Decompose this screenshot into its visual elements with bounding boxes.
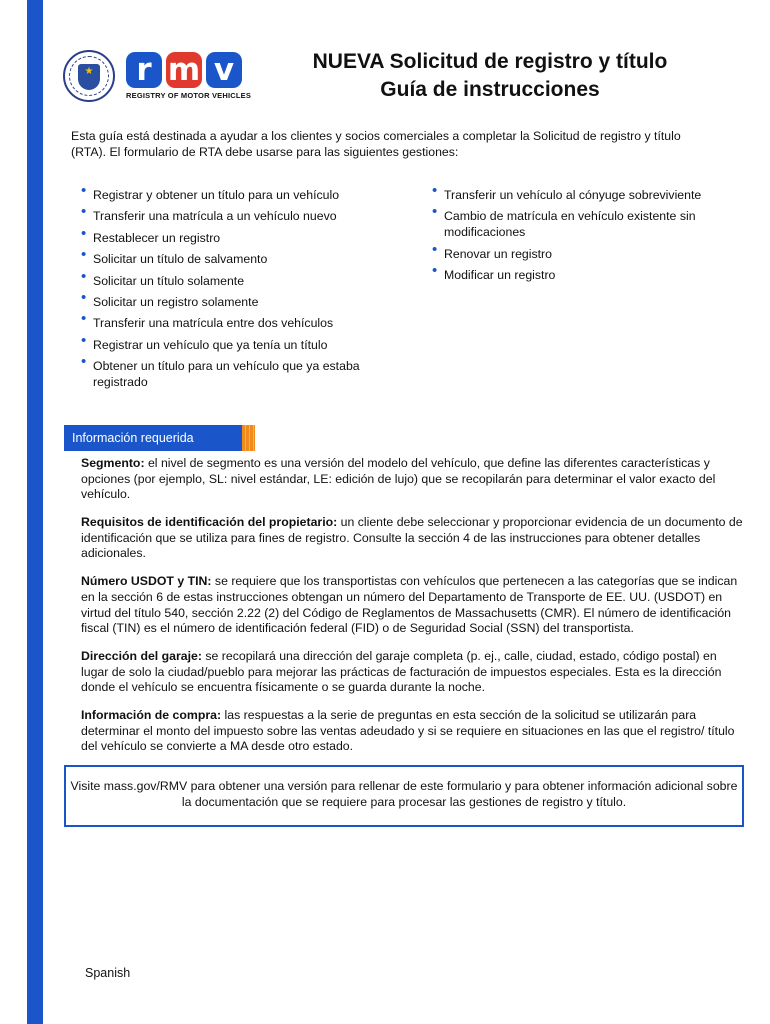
info-text: un cliente debe seleccionar y proporcionar evidencia de un documento de identificación que se utiliza para fines de registro. Consulte la sección 4 de las instrucciones para obtener detalles adicionales. xyxy=(81,515,743,561)
list-item xyxy=(81,353,381,390)
list-item xyxy=(81,288,381,310)
info-text: el nivel de segmento es una versión del modelo del vehículo, que define las diferentes características y opciones (por ejemplo, SL: nivel estándar, LE: edición de lujo) que se recopilarán para determinar el valor exacto del vehículo. xyxy=(81,456,716,502)
info-paragraph-identificacion xyxy=(81,515,747,562)
info-label: Dirección del garaje: xyxy=(81,649,202,664)
gestiones-list-left xyxy=(81,182,381,396)
list-item-text: Obtener un título para un vehículo que ya estaba registrado xyxy=(93,359,360,390)
list-item xyxy=(432,240,722,262)
info-label: Información de compra: xyxy=(81,708,222,723)
bullet-icon: • xyxy=(432,262,438,280)
list-item xyxy=(432,262,722,283)
list-item-text: Transferir una matrícula a un vehículo nuevo xyxy=(93,209,337,224)
list-item xyxy=(81,203,381,224)
rmv-logo-letter-v: v xyxy=(206,52,242,88)
list-item-text: Transferir un vehículo al cónyuge sobreviviente xyxy=(444,188,702,202)
left-accent-bar xyxy=(27,0,43,1024)
bullet-icon: • xyxy=(81,331,87,349)
bullet-icon: • xyxy=(432,203,438,221)
page-title-line-2: Guía de instrucciones xyxy=(380,78,600,101)
list-item-text: Cambio de matrícula en vehículo existente sin modificaciones xyxy=(444,209,696,240)
list-item xyxy=(81,246,381,267)
list-item-text: Renovar un registro xyxy=(444,246,552,261)
list-item xyxy=(81,310,381,331)
section-header-informacion-requerida: Información requerida xyxy=(64,425,242,451)
list-item xyxy=(432,203,722,240)
info-label: Número USDOT y TIN: xyxy=(81,574,212,589)
bullet-icon: • xyxy=(81,288,87,306)
footer-language-label: Spanish xyxy=(85,966,131,980)
rmv-logo xyxy=(126,52,251,100)
bullet-icon: • xyxy=(81,267,87,285)
rmv-logo-subtitle: REGISTRY OF MOTOR VEHICLES xyxy=(126,91,252,100)
list-item-text: Transferir una matrícula entre dos vehículos xyxy=(93,316,334,331)
list-item xyxy=(81,224,381,246)
bullet-icon: • xyxy=(81,353,87,371)
bullet-icon: • xyxy=(81,246,87,264)
info-paragraph-segmento xyxy=(81,456,747,503)
bullet-icon: • xyxy=(432,240,438,258)
list-item-text: Restablecer un registro xyxy=(93,230,221,245)
gestiones-list-right xyxy=(432,182,722,289)
info-paragraph-usdot-tin xyxy=(81,574,747,636)
bullet-icon: • xyxy=(81,203,87,221)
bullet-icon: • xyxy=(81,310,87,328)
list-item-text: Registrar un vehículo que ya tenía un título xyxy=(93,337,328,352)
info-text: las respuestas a la serie de preguntas en esta sección de la solicitud se utilizarán para determinar el monto del impuesto sobre las ventas adeudado y si se requiere en situaciones en las que el registro/ título del vehículo se convierte a MA desde otro estado. xyxy=(81,708,735,754)
section-header-accent xyxy=(242,425,255,451)
intro-paragraph: Esta guía está destinada a ayudar a los clientes y socios comerciales a completar la Solicitud de registro y título (RTA). El formulario de RTA debe usarse para las siguientes gestiones: xyxy=(71,129,681,159)
rmv-logo-letter-r: r xyxy=(126,52,162,88)
page-title-line-1: NUEVA Solicitud de registro y título xyxy=(312,50,668,73)
info-text: se requiere que los transportistas con vehículos que pertenecen a las categorías que se indican en la sección 6 de estas instrucciones obtengan un número del Departamento de Transporte de EE. UU. (USDOT) en virtud del título 540, sección 2.22 (2) del Código de Reglamentos de Massachusetts (CMR). El número de identificación fiscal (TIN) es el número de identificación federal (FID) o de Seguridad Social (SSN) del transportista. xyxy=(81,574,738,636)
info-label: Segmento: xyxy=(81,456,145,470)
notice-box xyxy=(64,765,744,827)
rmv-logo-letter-m: m xyxy=(167,51,201,88)
rmv-logo-letters xyxy=(126,52,251,88)
info-paragraph-direccion-garaje xyxy=(81,649,747,696)
list-item-text: Solicitar un registro solamente xyxy=(93,294,259,309)
page-title xyxy=(280,48,700,104)
list-item xyxy=(81,267,381,289)
bullet-icon: • xyxy=(432,182,438,199)
info-label: Requisitos de identificación del propietario: xyxy=(81,515,338,530)
massachusetts-seal-icon xyxy=(63,50,115,102)
list-item xyxy=(432,182,722,203)
list-item xyxy=(81,331,381,353)
info-text: se recopilará una dirección del garaje completa (p. ej., calle, ciudad, estado, código postal) en lugar de solo la ciudad/pueblo para mejorar las prácticas de facturación de impuestos especiales. Esta es la dirección donde el vehículo se encuentra físicamente o se guarda durante la noche. xyxy=(81,649,722,695)
notice-text: Visite mass.gov/RMV para obtener una versión para rellenar de este formulario y para obtener información adicional sobre la documentación que se requiere para procesar las gestiones de registro y título. xyxy=(70,779,738,809)
bullet-icon: • xyxy=(81,182,87,199)
required-info-section xyxy=(81,456,747,767)
list-item-text: Modificar un registro xyxy=(444,268,556,283)
bullet-icon: • xyxy=(81,224,87,242)
list-item-text: Registrar y obtener un título para un vehículo xyxy=(93,188,340,202)
list-item-text: Solicitar un título de salvamento xyxy=(93,252,268,267)
info-paragraph-informacion-compra xyxy=(81,708,747,755)
seal-star-icon: ★ xyxy=(84,66,94,77)
list-item-text: Solicitar un título solamente xyxy=(93,273,245,288)
list-item xyxy=(81,182,381,203)
